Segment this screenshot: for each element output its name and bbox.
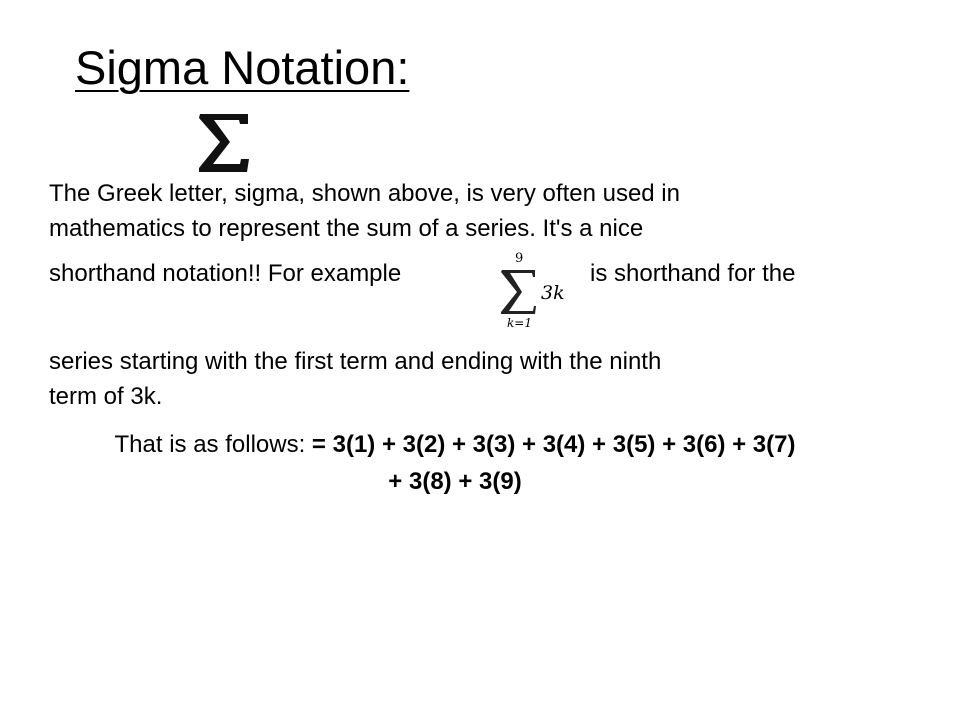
expansion-terms: = 3(1) + 3(2) + 3(3) + 3(4) + 3(5) + 3(6) + 3(7)	[311, 431, 796, 458]
summation-lower-limit: k=1	[507, 316, 532, 330]
paragraph-line-before-formula: shorthand notation!! For example	[49, 260, 402, 287]
paragraph-line: The Greek letter, sigma, shown above, is very often used in	[49, 180, 680, 207]
summation-formula	[497, 252, 577, 334]
expansion-intro: That is as follows:	[114, 431, 312, 458]
paragraph-line: series starting with the first term and ending with the ninth	[49, 348, 662, 375]
paragraph-line-after-formula: is shorthand for the	[590, 260, 796, 287]
paragraph-line: term of 3k.	[49, 383, 163, 410]
expansion-line-1	[0, 427, 910, 462]
slide-title: Sigma Notation:	[75, 41, 410, 94]
paragraph-line: mathematics to represent the sum of a series. It's a nice	[49, 215, 644, 242]
expansion-line-2: + 3(8) + 3(9)	[388, 468, 522, 495]
summation-sigma-icon	[499, 268, 539, 316]
sigma-icon	[196, 110, 252, 174]
summation-term: 3k	[541, 282, 565, 304]
summation-upper-limit: 9	[515, 251, 524, 266]
